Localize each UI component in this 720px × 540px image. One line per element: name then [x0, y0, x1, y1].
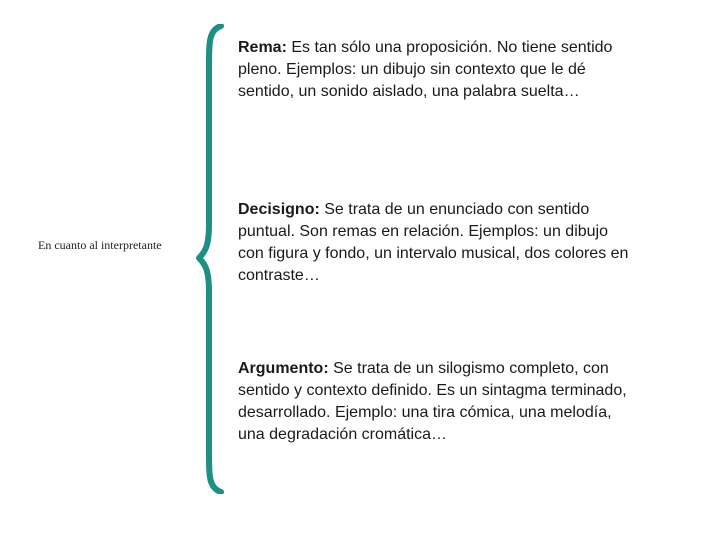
- curly-brace: [195, 24, 225, 494]
- curly-brace-path: [199, 26, 221, 492]
- interpretant-label: En cuanto al interpretante: [38, 238, 162, 252]
- item-text: Se trata de un silogismo completo, con sentido y contexto definido. Es un sintagma terminado, desarrollado. Ejemplo: una tira cómica, una melodía, una degradación cromática…: [238, 360, 627, 443]
- item-term: Rema:: [238, 39, 287, 56]
- item-term: Argumento:: [238, 360, 329, 377]
- item-term: Decisigno:: [238, 201, 320, 218]
- item-decisigno: [238, 199, 638, 287]
- item-rema: [238, 37, 638, 103]
- item-text: Se trata de un enunciado con sentido puntual. Son remas en relación. Ejemplos: un dibujo con figura y fondo, un intervalo musical, dos colores en contraste…: [238, 201, 629, 284]
- item-text: Es tan sólo una proposición. No tiene sentido pleno. Ejemplos: un dibujo sin contexto que le dé sentido, un sonido aislado, una palabra suelta…: [238, 39, 613, 100]
- item-argumento: [238, 358, 638, 446]
